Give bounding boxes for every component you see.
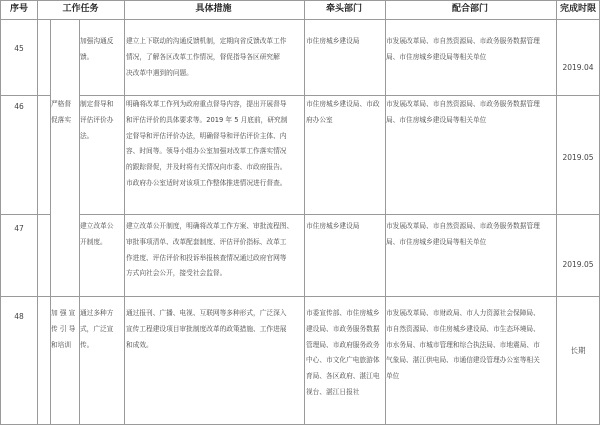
row-46-seq: 46 <box>14 102 24 111</box>
grid-line-row45-bottom <box>0 95 50 96</box>
grid-line-row46-bottom-right <box>79 214 600 215</box>
row-47-measures: 建立改革公开制度，明确将改革工作方案、审批流程图、 审批事项清单、改革配套制度、评估评价指标、改革工 作进度、评估评价和投诉举报核查情况通过政府官网等 方式向社会公开，接受社会监督。 <box>126 222 294 278</box>
grid-line-group-left <box>50 19 51 425</box>
row-46-lead: 市住房城乡建设局、市政 府办公室 <box>306 100 380 124</box>
row-48-seq: 48 <box>14 312 24 321</box>
row-46-subtask: 制定督导和 评估评价办 法。 <box>80 100 114 140</box>
row-47-coop: 市发展改革局、市自然资源局、市政务服务数据管理 局、市住房城乡建设局等相关单位 <box>386 222 540 246</box>
row-46-coop: 市发展改革局、市自然资源局、市政务服务数据管理 局、市住房城乡建设局等相关单位 <box>386 100 540 124</box>
group-task-supervision: 严格督 促落实 <box>51 100 72 124</box>
grid-line-header-bottom <box>0 19 600 20</box>
grid-line-group-right <box>79 19 80 425</box>
header-deadline: 完成时限 <box>559 4 596 14</box>
row-45-lead: 市住房城乡建设局 <box>306 37 360 45</box>
header-lead: 牵头部门 <box>325 4 362 14</box>
group-task-publicity: 加 强 宣 传 引 导 和培训 <box>51 309 76 349</box>
row-48-deadline: 长期 <box>570 346 586 355</box>
row-45-measures: 建立上下联动的沟通反馈机制，定期向省反馈改革工作 情况，了解各区改革工作情况，督促指导各区研究解 决改革中遇到的问题。 <box>126 37 287 77</box>
row-48-measures: 通过报刊、广播、电视、互联网等多种形式，广泛深入 宣传工程建设项目审批制度改革的政策措施、工作进展 和成效。 <box>126 309 287 349</box>
grid-line-row45-bottom-right <box>79 95 600 96</box>
row-47-lead: 市住房城乡建设局 <box>306 222 360 230</box>
header-task: 工作任务 <box>62 4 99 14</box>
header-seq: 序号 <box>9 4 28 14</box>
grid-line-after-lead <box>385 0 386 425</box>
grid-line-after-coop <box>556 0 557 425</box>
grid-line-left <box>0 0 1 425</box>
row-46-measures: 明确将改革工作列为政府重点督导内容，提出开展督导 和评估评价的具体要求等。2019 年 5 月底前，研究制 定督导和评估评价办法，明确督导和评估评价主体、内 容、时间等。领导小组办公室加强对改革工作落实情况 的跟踪督促，并及时将有关情况向市委、市政府报告。 市政府办公室适时对该项工作整体推进情况进行督查。 <box>126 100 288 187</box>
row-45-seq: 45 <box>14 44 24 53</box>
row-48-lead: 市委宣传部、市住房城乡 建设局、市政务服务数据 管理局、市政府服务政务 中心、市文化广电旅游体 育局、各区政府、湛江电 视台、湛江日报社 <box>306 309 380 396</box>
header-measures: 具体措施 <box>195 4 232 14</box>
row-47-deadline: 2019.05 <box>562 260 594 269</box>
grid-line-after-measures <box>304 0 305 425</box>
header-coop: 配合部门 <box>451 4 488 14</box>
grid-line-after-task <box>124 0 125 425</box>
row-47-subtask: 建立改革公 开制度。 <box>80 222 114 246</box>
grid-line-row46-bottom <box>0 214 50 215</box>
row-48-coop: 市发展改革局、市财政局、市人力资源社会保障局、 市自然资源局、市住房城乡建设局、市生态环境局、 市水务局、市城市管理和综合执法局、市地震局、市 气象局、湛江供电局、市通信建设管理办公室等相关 单位 <box>386 309 540 381</box>
row-46-deadline: 2019.05 <box>562 153 594 162</box>
grid-line-top <box>0 0 600 1</box>
row-45-coop: 市发展改革局、市自然资源局、市政务服务数据管理 局、市住房城乡建设局等相关单位 <box>386 37 540 61</box>
grid-line-after-seq <box>37 0 38 425</box>
row-48-subtask: 通过多种方 式，广泛宣 传。 <box>80 309 114 349</box>
grid-line-row47-bottom <box>0 296 600 297</box>
row-45-deadline: 2019.04 <box>562 63 594 72</box>
row-47-seq: 47 <box>14 224 24 233</box>
row-45-subtask: 加强沟通反 馈。 <box>80 37 114 61</box>
